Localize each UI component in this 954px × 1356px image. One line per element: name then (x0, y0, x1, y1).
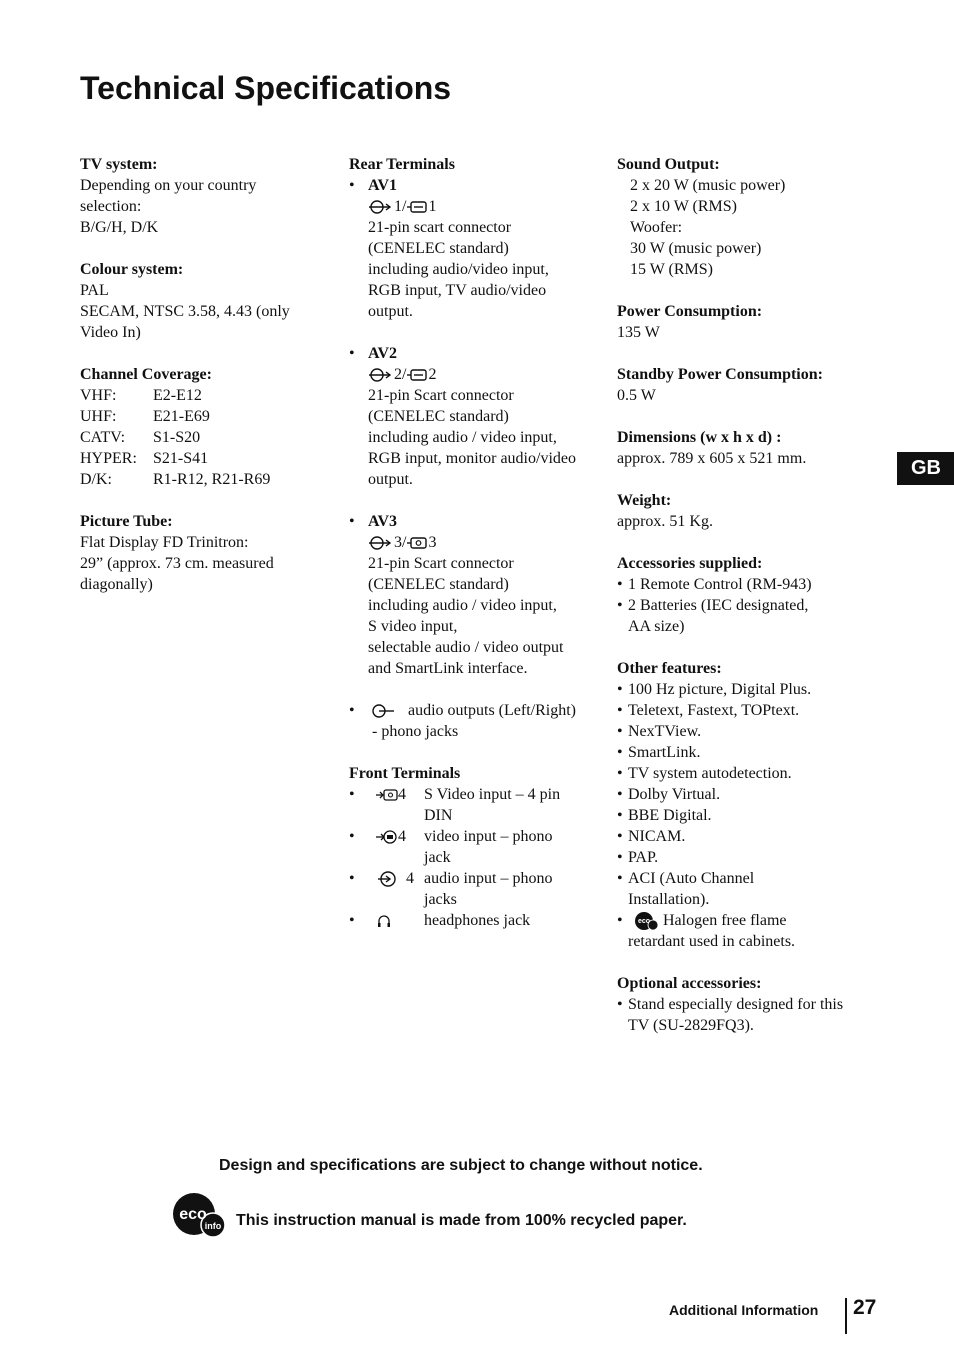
channel-row (80, 385, 320, 406)
eco-logo-word: eco (179, 1206, 207, 1223)
footer-divider (845, 1298, 847, 1334)
front-terminal-item (349, 826, 599, 868)
optional-accessories-heading: Optional accessories: (617, 975, 762, 993)
av3-line: selectable audio / video output (368, 639, 564, 656)
list-item: • BBE Digital. (617, 807, 712, 824)
dimensions-value: approx. 789 x 605 x 521 mm. (617, 450, 807, 467)
av1-line: output. (368, 303, 413, 320)
channel-row (80, 427, 320, 448)
page-number: 27 (853, 1296, 877, 1319)
av1-name: AV1 (368, 177, 398, 194)
channel-label: UHF: (80, 408, 117, 425)
dimensions-heading: Dimensions (w x h x d) : (617, 429, 782, 446)
sound-output-line: 2 x 20 W (music power) (630, 177, 786, 194)
audio-output-line: - phono jacks (372, 723, 459, 740)
eco-icon-word: eco (637, 918, 651, 926)
front-line: headphones jack (424, 912, 531, 929)
av1-line: 21-pin scart connector (368, 219, 512, 236)
bullet: • (349, 345, 355, 362)
list-item: • eco Halogen free flame retardant used in cabinets. (617, 912, 796, 951)
tv-system-line: B/G/H, D/K (80, 219, 159, 236)
bullet: • (349, 513, 355, 530)
av2-sym: 2/ (394, 366, 407, 383)
sound-output-line: Woofer: (630, 219, 683, 236)
front-line: S Video input – 4 pin (424, 786, 561, 803)
picture-tube-line: Flat Display FD Trinitron: (80, 534, 249, 551)
power-consumption-heading: Power Consumption: (617, 303, 763, 320)
eco-info-icon (633, 911, 659, 931)
av1-line: RGB input, TV audio/video (368, 282, 547, 299)
av2-line: (CENELEC standard) (368, 408, 509, 425)
audio-input-icon (376, 871, 400, 887)
channel-label: HYPER: (80, 450, 137, 467)
audio-output-text: audio outputs (Left/Right) (408, 702, 576, 719)
channel-value: S21-S41 (153, 450, 209, 467)
channel-label: CATV: (80, 429, 126, 446)
av1-num: 1 (428, 198, 437, 215)
av1-sym: 1/ (394, 198, 407, 215)
bullet: • (349, 702, 355, 719)
s-video-input-icon (376, 787, 398, 803)
av3-line: including audio / video input, (368, 597, 557, 614)
channel-value: S1-S20 (153, 429, 201, 446)
channel-value: E21-E69 (153, 408, 210, 425)
scart-output-icon (406, 199, 428, 215)
av3-line: S video input, (368, 618, 458, 635)
front-terminal-item (349, 868, 599, 910)
list-item: • Teletext, Fastext, TOPtext. (617, 702, 800, 719)
colour-system-line: SECAM, NTSC 3.58, 4.43 (only (80, 303, 290, 320)
front-num: 4 (398, 786, 406, 803)
list-item: • NexTView. (617, 723, 702, 740)
av2-item (349, 343, 599, 364)
scart-svideo-icon (406, 535, 428, 551)
page-title: Technical Specifications (80, 70, 452, 106)
colour-system-heading: Colour system: (80, 261, 184, 278)
bullet: • (349, 828, 355, 845)
sound-output-line: 2 x 10 W (RMS) (630, 198, 737, 215)
recycled-notice (172, 1192, 687, 1238)
av1-line: (CENELEC standard) (368, 240, 509, 257)
av2-symbols (349, 364, 599, 385)
channel-label: D/K: (80, 471, 112, 488)
av3-symbols (349, 532, 599, 553)
sound-output-line: 15 W (RMS) (630, 261, 713, 278)
av3-num: 3 (428, 534, 437, 551)
change-notice: Design and specifications are subject to change without notice. (219, 1157, 703, 1174)
picture-tube-line: diagonally) (80, 576, 153, 593)
scart-input-icon (368, 199, 394, 215)
audio-output-item (349, 700, 599, 721)
picture-tube-line: 29” (approx. 73 cm. measured (80, 555, 274, 572)
standby-power-heading: Standby Power Consumption: (617, 366, 823, 383)
list-item: • Dolby Virtual. (617, 786, 721, 803)
channel-value: R1-R12, R21-R69 (153, 471, 271, 488)
list-item: • TV system autodetection. (617, 765, 792, 782)
footer-section-label: Additional Information (669, 1302, 819, 1318)
av2-num: 2 (428, 366, 437, 383)
av2-line: including audio / video input, (368, 429, 557, 446)
eco-item-line: retardant used in cabinets. (628, 933, 796, 951)
av1-symbols (349, 196, 599, 217)
bullet: • (349, 912, 355, 929)
picture-tube-heading: Picture Tube: (80, 513, 173, 530)
av2-line: RGB input, monitor audio/video (368, 450, 576, 467)
av3-line: and SmartLink interface. (368, 660, 528, 677)
column-left (80, 154, 320, 595)
eco-logo-sub: info (204, 1221, 222, 1231)
front-line: audio input – phono (424, 870, 553, 887)
channel-label: VHF: (80, 387, 117, 404)
standby-power-value: 0.5 W (617, 387, 656, 404)
av3-item (349, 511, 599, 532)
av3-name: AV3 (368, 513, 398, 530)
list-item: • 1 Remote Control (RM-943) (617, 576, 812, 593)
list-item: • PAP. (617, 849, 659, 866)
scart-input-icon (368, 367, 394, 383)
rear-terminals-heading: Rear Terminals (349, 156, 455, 173)
list-item: • Stand especially designed for this TV (SU-2829FQ3). (617, 996, 844, 1035)
scart-input-icon (368, 535, 394, 551)
video-input-icon (376, 829, 398, 845)
av2-name: AV2 (368, 345, 398, 362)
channel-row (80, 448, 320, 469)
front-line: jacks (424, 891, 457, 908)
bullet: • (349, 786, 355, 803)
front-line: DIN (424, 807, 453, 824)
av1-line: including audio/video input, (368, 261, 549, 278)
headphones-icon (376, 913, 392, 929)
channel-coverage-heading: Channel Coverage: (80, 366, 212, 383)
list-item: • ACI (Auto Channel Installation). (617, 870, 755, 908)
av3-sym: 3/ (394, 534, 407, 551)
power-consumption-value: 135 W (617, 324, 660, 341)
front-terminal-item (349, 910, 599, 931)
scart-output-icon (406, 367, 428, 383)
av3-line: 21-pin Scart connector (368, 555, 514, 572)
tv-system-line: Depending on your country (80, 177, 257, 194)
av3-line: (CENELEC standard) (368, 576, 509, 593)
bullet: • (349, 870, 355, 887)
colour-system-line: PAL (80, 282, 109, 299)
front-terminal-item (349, 784, 599, 826)
eco-info-logo (172, 1192, 228, 1238)
audio-output-icon (370, 703, 396, 719)
bullet: • (349, 177, 355, 194)
channel-value: E2-E12 (153, 387, 202, 404)
front-terminals-heading: Front Terminals (349, 765, 461, 782)
column-middle (349, 154, 599, 931)
list-item: • 2 Batteries (IEC designated, AA size) (617, 597, 809, 635)
other-features-heading: Other features: (617, 660, 722, 677)
front-line: jack (424, 849, 451, 866)
tv-system-heading: TV system: (80, 156, 158, 173)
tv-system-line: selection: (80, 198, 142, 215)
recycled-text: This instruction manual is made from 100% recycled paper. (236, 1212, 687, 1229)
weight-heading: Weight: (617, 492, 672, 509)
list-item: • SmartLink. (617, 744, 701, 761)
front-num: 4 (398, 828, 406, 845)
channel-row (80, 406, 320, 427)
colour-system-line: Video In) (80, 324, 141, 341)
sound-output-heading: Sound Output: (617, 156, 720, 173)
av2-line: output. (368, 471, 413, 488)
list-item: • NICAM. (617, 828, 686, 845)
front-num: 4 (406, 870, 414, 887)
column-right (617, 154, 862, 1036)
eco-item-text: Halogen free flame (663, 912, 787, 929)
weight-value: approx. 51 Kg. (617, 513, 713, 530)
av1-item (349, 175, 599, 196)
channel-row (80, 469, 320, 490)
sound-output-line: 30 W (music power) (630, 240, 762, 257)
av2-line: 21-pin Scart connector (368, 387, 514, 404)
language-tab: GB (897, 452, 954, 485)
accessories-heading: Accessories supplied: (617, 555, 763, 572)
list-item: • 100 Hz picture, Digital Plus. (617, 681, 812, 698)
front-line: video input – phono (424, 828, 553, 845)
